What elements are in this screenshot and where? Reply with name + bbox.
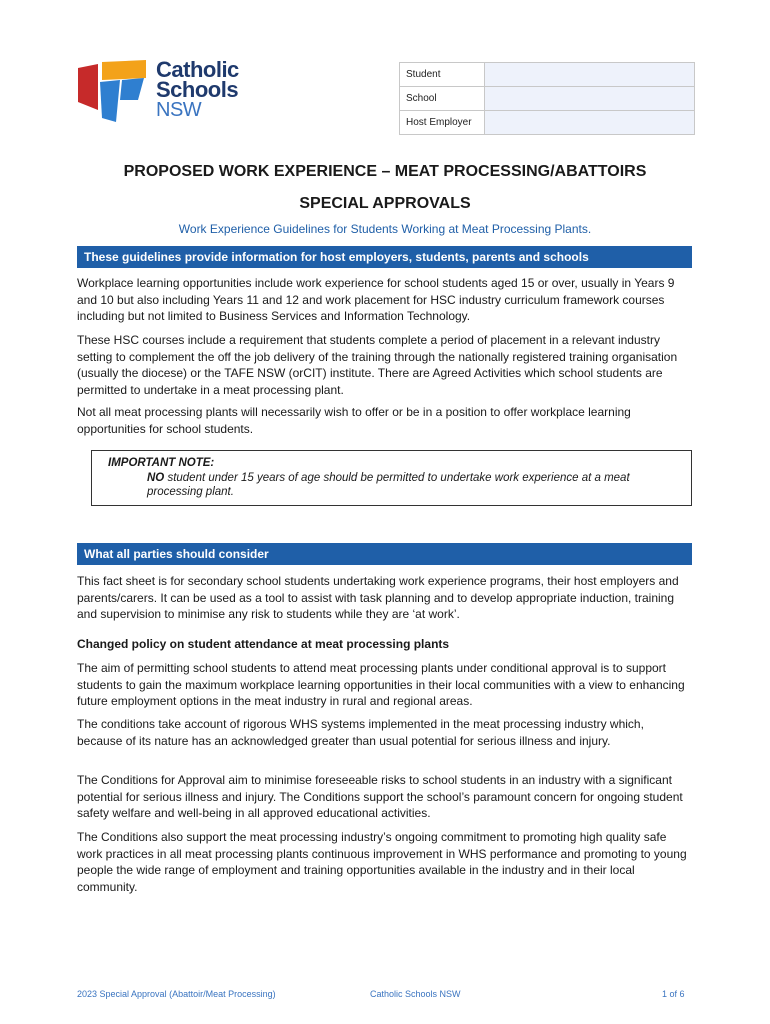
note-body [147, 471, 682, 499]
table-row [400, 87, 695, 111]
school-field[interactable] [485, 87, 695, 111]
logo-line-3: NSW [156, 99, 202, 121]
paragraph: These HSC courses include a requirement that students complete a period of placement in a relevant industry setting to complement the off the job delivery of the training through the nationally registered training organisation (usually the diocese) or the TAFE NSW (orCIT) institute. There are Agreed Activities which school students are permitted to undertake in a meat processing plant. [77, 333, 678, 397]
logo-line-2: Schools [156, 77, 239, 102]
catholic-schools-nsw-logo [76, 57, 246, 124]
paragraph: The aim of permitting school students to attend meat processing plants under conditional approval is to support students to gain the maximum workplace learning opportunities in their local communities with a view to enhancing future employment options in the meat industry in rural and regional areas. [77, 661, 685, 708]
footer-document-name: 2023 Special Approval (Abattoir/Meat Processing) [77, 989, 276, 999]
page-subtitle-heading: SPECIAL APPROVALS [299, 195, 471, 212]
guidelines-subtitle: Work Experience Guidelines for Students Working at Meat Processing Plants. [178, 222, 592, 236]
policy-subheading: Changed policy on student attendance at meat processing plants [77, 637, 450, 651]
logo-wordmark [156, 57, 239, 121]
section-heading-considerations: What all parties should consider [77, 543, 692, 565]
paragraph: Workplace learning opportunities include work experience for school students aged 15 or over, usually in Years 9 and 10 but also including Years 11 and 12 and work placement for HSC industry curriculum framework courses including but not limited to Business Services and Information Technology. [77, 276, 675, 323]
host-employer-label: Host Employer [400, 111, 485, 135]
note-text: student under 15 years of age should be permitted to undertake work experience at a meat processing plant. [147, 472, 630, 498]
cross-logo-icon [76, 60, 148, 124]
host-employer-field[interactable] [485, 111, 695, 135]
student-field[interactable] [485, 63, 695, 87]
page-title: PROPOSED WORK EXPERIENCE – MEAT PROCESSING/ABATTOIRS [123, 163, 647, 180]
paragraph: The conditions take account of rigorous WHS systems implemented in the meat processing industry which, because of its nature has an acknowledged greater than usual potential for serious illness and injury. [77, 717, 644, 748]
student-label: Student [400, 63, 485, 87]
table-row [400, 111, 695, 135]
paragraph: This fact sheet is for secondary school students undertaking work experience programs, their host employers and parents/carers. It can be used as a tool to assist with task planning and to develop appropriate induction, training and supervision to minimise any risk to students while they are ‘at work’. [77, 574, 679, 621]
paragraph: The Conditions for Approval aim to minimise foreseeable risks to school students in an industry with a significant potential for serious illness and injury. The Conditions support the school’s paramount concern for ongoing student safety welfare and well-being in all approved educational activities. [77, 773, 683, 820]
note-title: IMPORTANT NOTE: [108, 457, 215, 469]
footer-organisation: Catholic Schools NSW [370, 989, 461, 999]
paragraph: Not all meat processing plants will necessarily wish to offer or be in a position to offer workplace learning opportunities for school students. [77, 405, 631, 436]
school-label: School [400, 87, 485, 111]
important-note-box [91, 450, 692, 506]
student-info-table [399, 62, 695, 135]
paragraph: The Conditions also support the meat processing industry’s ongoing commitment to promoting high quality safe work practices in all meat processing plants continuous improvement in WHS performance and promoting to young people the wide range of employment and training opportunities available in the industry and in their local community. [77, 830, 687, 894]
table-row [400, 63, 695, 87]
note-emphasis: NO [147, 472, 165, 484]
footer-page-number: 1 of 6 [662, 989, 685, 999]
section-heading-guidelines: These guidelines provide information for host employers, students, parents and schools [77, 246, 692, 268]
logo-line-1: Catholic [156, 57, 239, 82]
